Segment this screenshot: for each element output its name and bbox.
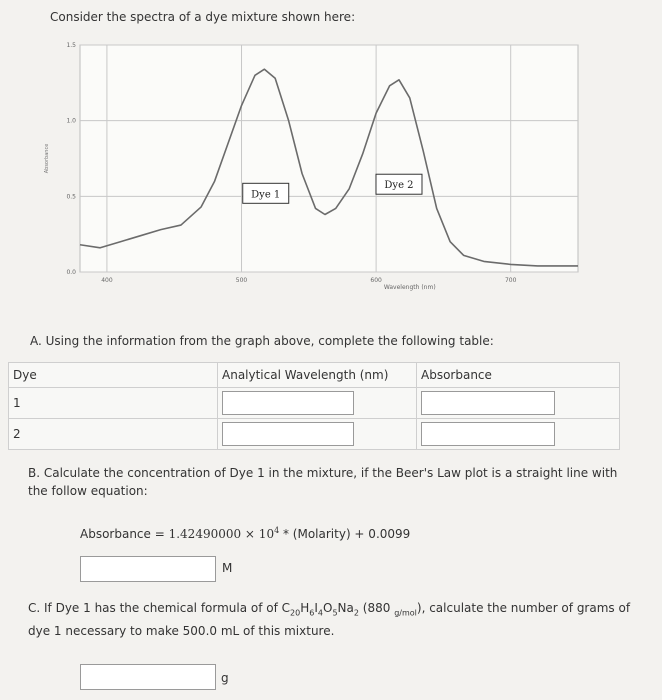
equation-coefficient: 1.42490000 × 10: [168, 527, 275, 541]
dye1-wavelength-input[interactable]: [222, 391, 354, 415]
wavelength-cell: [218, 419, 417, 450]
dye2-wavelength-input[interactable]: [222, 422, 354, 446]
dye1-absorbance-input[interactable]: [421, 391, 555, 415]
formula-sub-na: 2: [353, 608, 359, 618]
intro-text: Consider the spectra of a dye mixture shown here:: [50, 10, 356, 24]
dye-table: [8, 362, 620, 450]
formula-i: I: [314, 601, 318, 615]
dye-number: 2: [9, 419, 218, 450]
dye-number: 1: [9, 388, 218, 419]
spectrum-chart-svg: [40, 40, 620, 295]
x-axis-label: Wavelength (nm): [383, 284, 436, 291]
absorbance-cell: [417, 419, 620, 450]
x-tick-label: 500: [235, 277, 248, 284]
x-tick-label: 600: [370, 277, 382, 284]
x-tick-label: 400: [101, 277, 113, 284]
table-row: [9, 419, 620, 450]
table-header-row: [9, 363, 620, 388]
formula-na: Na: [337, 601, 354, 615]
header-wavelength: Analytical Wavelength (nm): [218, 363, 417, 388]
equation-right: * (Molarity) + 0.0099: [279, 527, 411, 541]
part-b-prompt: B. Calculate the concentration of Dye 1 in the mixture, if the Beer's Law plot is a straight line with the follow equation:: [28, 466, 618, 498]
dye-1-label: Dye 1: [251, 189, 281, 201]
part-c-prompt: [28, 599, 638, 641]
header-dye: Dye: [9, 363, 218, 388]
part-c-text-post: ), calculate the number of grams of dye 1 necessary to make 500.0 mL of this mixture.: [28, 601, 631, 639]
formula-sub-o: 5: [332, 608, 338, 618]
molarity-unit: M: [222, 561, 233, 575]
absorbance-cell: [417, 388, 620, 419]
dye-2-label: Dye 2: [384, 180, 414, 192]
molar-mass-unit: g/mol: [394, 608, 417, 618]
header-absorbance: Absorbance: [417, 363, 620, 388]
beers-law-equation: [80, 526, 410, 541]
formula-o: O: [323, 601, 333, 615]
wavelength-cell: [218, 388, 417, 419]
x-tick-label: 700: [504, 277, 517, 284]
plot-area: [80, 45, 578, 272]
y-axis-label: Absorbance: [44, 143, 50, 174]
molar-mass-text: (880: [358, 601, 395, 615]
y-tick-label: 1.5: [66, 42, 76, 49]
formula-sub-h: 6: [309, 608, 315, 618]
spectrum-chart: [40, 40, 620, 295]
table-row: [9, 388, 620, 419]
dye2-absorbance-input[interactable]: [421, 422, 555, 446]
equation-left: Absorbance =: [80, 527, 169, 541]
part-a-prompt: A. Using the information from the graph above, complete the following table:: [30, 334, 494, 348]
y-tick-label: 1.0: [66, 117, 76, 125]
grams-unit: g: [221, 671, 229, 685]
concentration-answer-input[interactable]: [80, 556, 216, 582]
y-tick-label: 0.0: [66, 269, 76, 276]
formula-h: H: [300, 601, 310, 615]
equation-exponent: 4: [274, 526, 280, 535]
part-c-text-pre: C. If Dye 1 has the chemical formula of of C: [28, 601, 291, 615]
formula-sub-i: 4: [317, 608, 323, 618]
formula-sub-c: 20: [290, 608, 301, 618]
y-tick-label: 0.5: [66, 193, 76, 201]
mass-answer-input[interactable]: [80, 664, 216, 690]
